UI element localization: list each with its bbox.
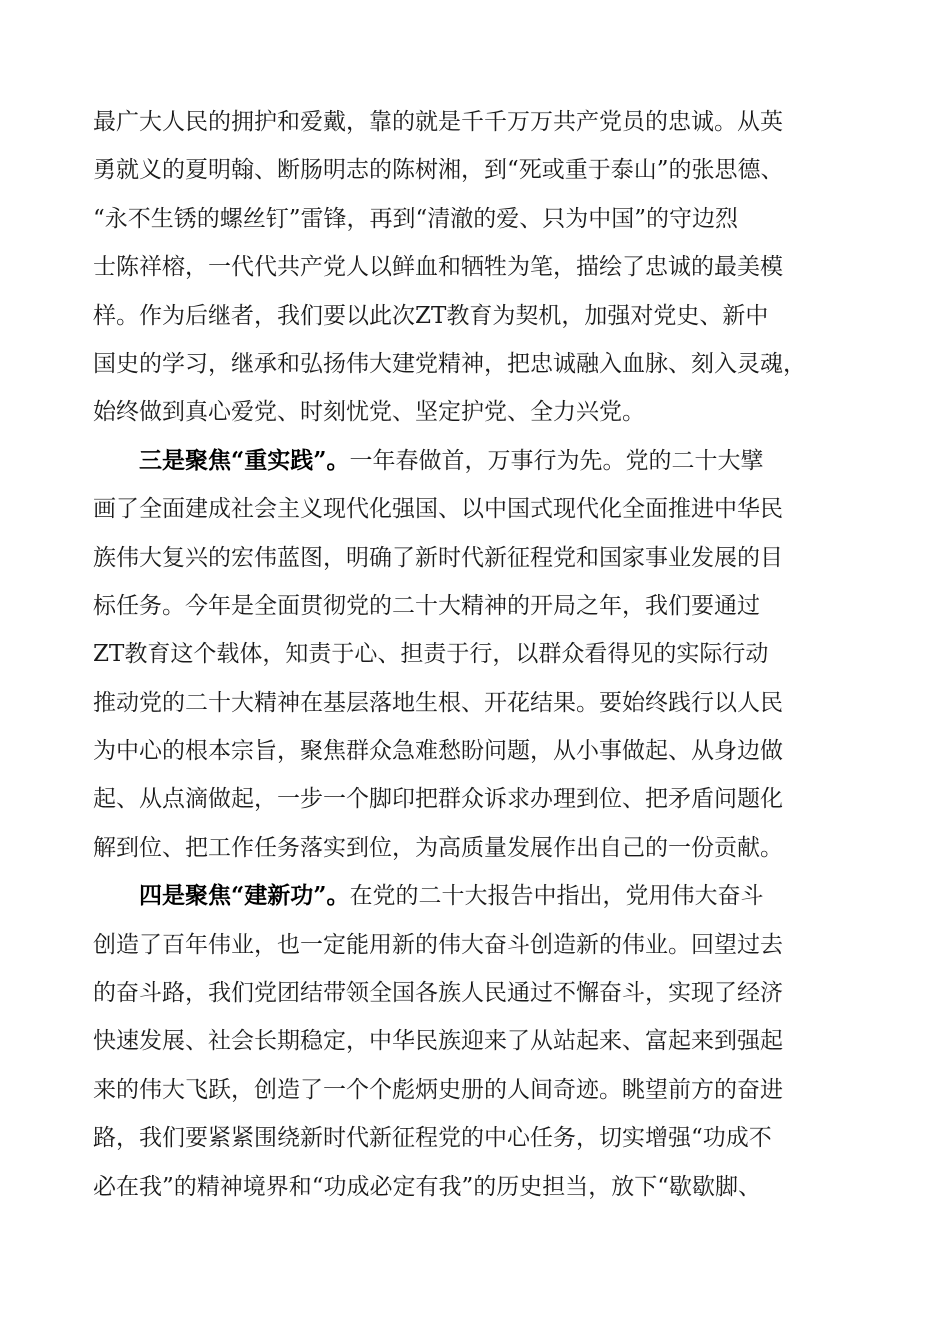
line-text: 起、从点滴做起，一步一个脚印把群众诉求办理到位、把矛盾问题化 xyxy=(93,786,783,813)
text-line xyxy=(93,1163,883,1211)
text-line xyxy=(93,292,883,340)
line-text: 画了全面建成社会主义现代化强国、以中国式现代化全面推进中华民 xyxy=(93,496,783,523)
text-line xyxy=(93,921,883,969)
text-line xyxy=(93,1114,883,1162)
paragraph-start-line xyxy=(93,437,883,485)
line-text: 创造了百年伟业，也一定能用新的伟大奋斗创造新的伟业。回望过去 xyxy=(93,931,783,958)
line-text: 推动党的二十大精神在基层落地生根、开花结果。要始终践行以人民 xyxy=(93,689,783,716)
line-text: 士陈祥榕，一代代共产党人以鲜血和牺牲为笔，描绘了忠诚的最美模 xyxy=(93,254,783,281)
line-text: “永不生锈的螺丝钉”雷锋，再到“清澈的爱、只为中国”的守边烈 xyxy=(93,205,739,232)
line-text: 勇就义的夏明翰、断肠明志的陈树湘，到“死或重于泰山”的张思德、 xyxy=(93,157,784,184)
text-line xyxy=(93,1017,883,1065)
text-line xyxy=(93,146,883,194)
line-text: ZT教育这个载体，知责于心、担责于行，以群众看得见的实际行动 xyxy=(93,641,769,668)
line-text: 族伟大复兴的宏伟蓝图，明确了新时代新征程党和国家事业发展的目 xyxy=(93,544,783,571)
line-text: 始终做到真心爱党、时刻忧党、坚定护党、全力兴党。 xyxy=(93,399,645,426)
text-line xyxy=(93,534,883,582)
document-body xyxy=(93,98,883,1211)
line-text: 必在我”的精神境界和“功成必定有我”的历史担当，放下“歇歇脚、 xyxy=(93,1173,762,1200)
text-line xyxy=(93,775,883,823)
text-line xyxy=(93,582,883,630)
line-text: 来的伟大飞跃，创造了一个个彪炳史册的人间奇迹。眺望前方的奋进 xyxy=(93,1076,783,1103)
line-text: 快速发展、社会长期稳定，中华民族迎来了从站起来、富起来到强起 xyxy=(93,1028,783,1055)
line-text: 解到位、把工作任务落实到位，为高质量发展作出自己的一份贡献。 xyxy=(93,834,783,861)
line-text: 路，我们要紧紧围绕新时代新征程党的中心任务，切实增强“功成不 xyxy=(93,1125,772,1152)
text-line xyxy=(93,679,883,727)
text-line xyxy=(93,98,883,146)
text-line xyxy=(93,727,883,775)
text-line xyxy=(93,824,883,872)
line-text: 在党的二十大报告中指出，党用伟大奋斗 xyxy=(349,883,764,910)
line-text: 最广大人民的拥护和爱戴，靠的就是千千万万共产党员的忠诚。从英 xyxy=(93,109,783,135)
line-text: 的奋斗路，我们党团结带领全国各族人民通过不懈奋斗，实现了经济 xyxy=(93,980,783,1007)
paragraph-lead-heading: 三是聚焦“重实践”。 xyxy=(139,446,350,474)
text-line xyxy=(93,485,883,533)
line-text: 标任务。今年是全面贯彻党的二十大精神的开局之年，我们要通过 xyxy=(93,592,760,619)
line-text: 样。作为后继者，我们要以此次ZT教育为契机，加强对党史、新中 xyxy=(93,302,769,329)
text-line xyxy=(93,195,883,243)
text-line xyxy=(93,243,883,291)
text-line xyxy=(93,630,883,678)
line-text: 国史的学习，继承和弘扬伟大建党精神，把忠诚融入血脉、刻入灵魂， xyxy=(93,350,806,377)
line-text: 为中心的根本宗旨，聚焦群众急难愁盼问题，从小事做起、从身边做 xyxy=(93,738,783,765)
text-line xyxy=(93,340,883,388)
paragraph-lead-heading: 四是聚焦“建新功”。 xyxy=(139,882,350,910)
paragraph-start-line xyxy=(93,872,883,920)
line-text: 一年春做首，万事行为先。党的二十大擘 xyxy=(349,447,764,474)
text-line xyxy=(93,1066,883,1114)
text-line xyxy=(93,969,883,1017)
text-line xyxy=(93,388,883,436)
